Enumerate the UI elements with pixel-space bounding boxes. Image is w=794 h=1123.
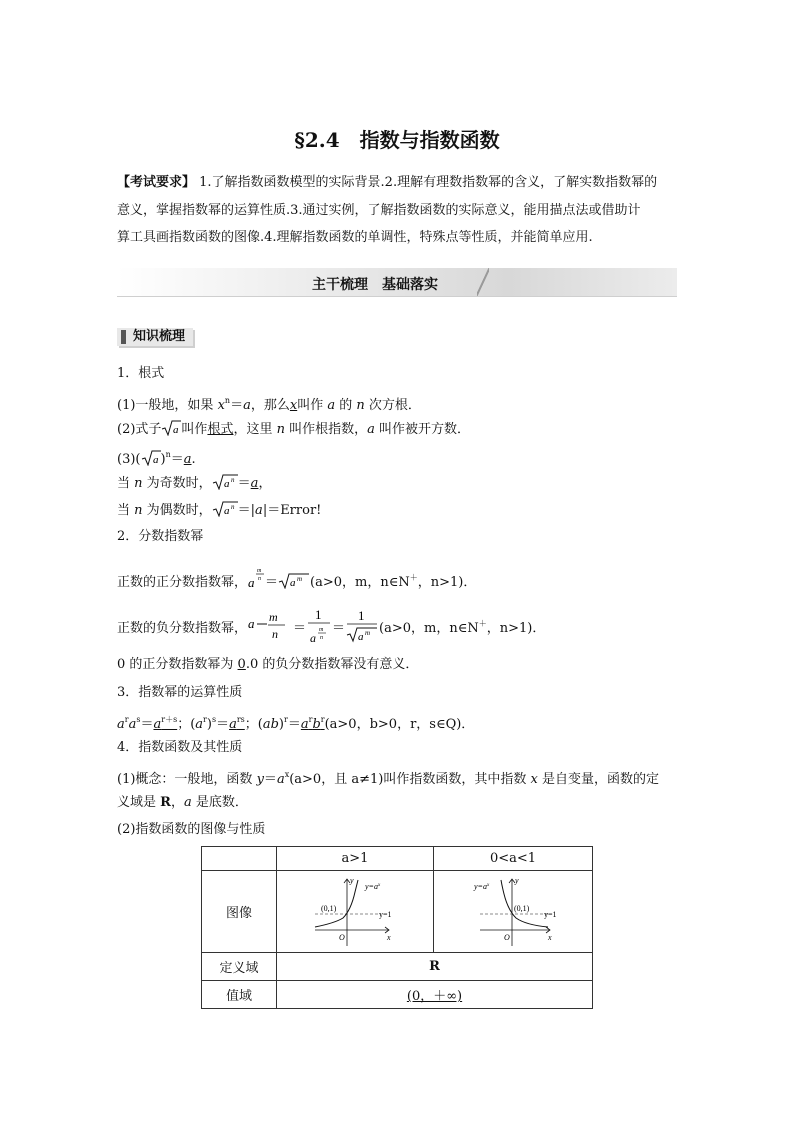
s3-heading: 3．指数幂的运算性质: [117, 685, 243, 700]
decreasing-exponential-graph: [434, 872, 592, 952]
banner-title: 主干梳理 基础落实: [312, 277, 438, 293]
graph1-asymptote-label: y=1: [379, 909, 392, 919]
s1-line-1: (1)一般地，如果 $x^n=a$，那么x叫作 a 的 n 次方根．: [117, 396, 421, 413]
row-label-graph: 图像: [202, 871, 277, 953]
s2-zero-line: 0 的正分数指数幂为 0.0 的负分数指数幂没有意义．: [117, 657, 419, 672]
svg-text:a: a: [223, 505, 230, 517]
col-a-between-0-1: 0<a<1: [434, 847, 593, 871]
radical-icon: [212, 474, 238, 490]
row-label-domain: 定义域: [202, 953, 277, 981]
graph2-asymptote-label: y=1: [544, 909, 557, 919]
svg-text:a: a: [248, 616, 255, 631]
section-tag: 知识梳理: [117, 328, 193, 346]
s4-concept-line-2: 义域是 R，a 是底数．: [117, 795, 248, 810]
s1-heading: 1．根式: [117, 366, 165, 381]
negative-exponent-icon: [247, 611, 293, 641]
s4-table-caption: (2)指数函数的图像与性质: [117, 822, 266, 837]
s2-positive-line: 正数的正分数指数幂， a m n ＝ a m (a>0，m，n∈N＋，n>1)．: [117, 568, 477, 590]
page-title: §2.4 指数与指数函数: [294, 128, 500, 152]
increasing-exponential-graph: [277, 872, 433, 952]
domain-value: R: [277, 953, 593, 981]
s2-heading: 2．分数指数幂: [117, 529, 204, 544]
svg-text:m: m: [365, 629, 371, 637]
svg-text:m: m: [257, 568, 262, 574]
svg-text:a: a: [173, 424, 179, 436]
radical-icon: [278, 573, 310, 589]
svg-text:m: m: [269, 611, 278, 624]
svg-text:n: n: [272, 627, 279, 641]
fraction-icon: [306, 606, 332, 646]
svg-text:a: a: [152, 454, 158, 466]
svg-text:a: a: [223, 478, 230, 490]
graph2-x-label: x: [548, 932, 552, 942]
radical-icon: [161, 420, 181, 436]
table-row-graph: [202, 871, 593, 953]
svg-text:a: a: [248, 575, 255, 589]
svg-text:m: m: [297, 575, 303, 583]
graph-a-between-0-1: [434, 871, 593, 953]
table-row-range: [202, 981, 593, 1009]
banner-slash: [477, 268, 489, 296]
col-a-gt-1: a>1: [277, 847, 434, 871]
table-row-domain: [202, 953, 593, 981]
graph1-curve-label: $y=a^x$: [365, 881, 381, 891]
svg-text:n: n: [230, 476, 235, 484]
svg-text:n: n: [320, 635, 324, 641]
exponential-properties-table: [201, 846, 593, 1009]
graph2-y-label: y: [515, 875, 519, 885]
s1-line-2: (2)式子 a 叫作根式，这里 n 叫作根指数，a 叫作被开方数．: [117, 422, 471, 437]
s3-formula-line: $a^ra^s=a^{r+s}$；$(a^r)^s=a^{rs}$；$(ab)^r=a^rb^r(a>0$，b>0，r，s∈Q)．: [117, 715, 475, 732]
svg-text:a: a: [310, 631, 317, 645]
svg-text:1: 1: [315, 607, 322, 622]
fraction-radical-icon: [345, 608, 379, 644]
graph1-origin-label: O: [339, 932, 345, 942]
svg-text:n: n: [258, 576, 262, 582]
svg-text:1: 1: [358, 608, 365, 623]
s1-line-5: 当 n 为偶数时， a n ＝|a|＝Error!: [117, 503, 322, 518]
table-header-row: [202, 847, 593, 871]
radical-icon: [212, 501, 238, 517]
svg-text:n: n: [230, 503, 235, 511]
s1-line-3: (3)( a )$^n$＝a.: [117, 450, 196, 467]
graph-a-gt-1: [277, 871, 434, 953]
radical-icon: [141, 450, 161, 466]
requirements-line-3: 算工具画指数函数的图像.4.理解指数函数的单调性，特殊点等性质，并能简单应用.: [117, 230, 593, 245]
graph1-x-label: x: [387, 932, 391, 942]
svg-text:a: a: [358, 631, 364, 643]
row-label-range: 值域: [202, 981, 277, 1009]
svg-text:m: m: [319, 627, 324, 633]
graph2-point-label: (0,1): [514, 903, 530, 913]
section-banner: [117, 268, 677, 298]
s4-heading: 4．指数函数及其性质: [117, 740, 243, 755]
requirements-line-1: 【考试要求】 1.了解指数函数模型的实际背景.2.理解有理数指数幂的含义，了解实数指数幂的: [117, 175, 658, 190]
graph1-point-label: (0,1): [321, 903, 337, 913]
range-value: (0，＋∞): [277, 981, 593, 1009]
requirements-label: 【考试要求】: [117, 175, 196, 190]
graph2-curve-label: $y=a^x$: [474, 881, 490, 891]
svg-text:a: a: [290, 577, 296, 589]
s2-negative-line: 正数的负分数指数幂， a m n ＝ 1 a m n ＝ 1 a m (a>0，m，n∈N＋，n>1)．: [117, 607, 546, 645]
s4-concept-line-1: (1)概念：一般地，函数 $y=a^x(a>0$，且 a≠1)叫作指数函数，其中指数 x 是自变量，函数的定: [117, 770, 659, 787]
fraction-power-icon: [247, 567, 265, 589]
s1-line-4: 当 n 为奇数时， a n ＝a，: [117, 476, 272, 491]
requirements-line-2: 意义，掌握指数幂的运算性质.3.通过实例，了解指数函数的实际意义，能用描点法或借助计: [117, 203, 641, 218]
graph1-y-label: y: [350, 875, 354, 885]
graph2-origin-label: O: [504, 932, 510, 942]
